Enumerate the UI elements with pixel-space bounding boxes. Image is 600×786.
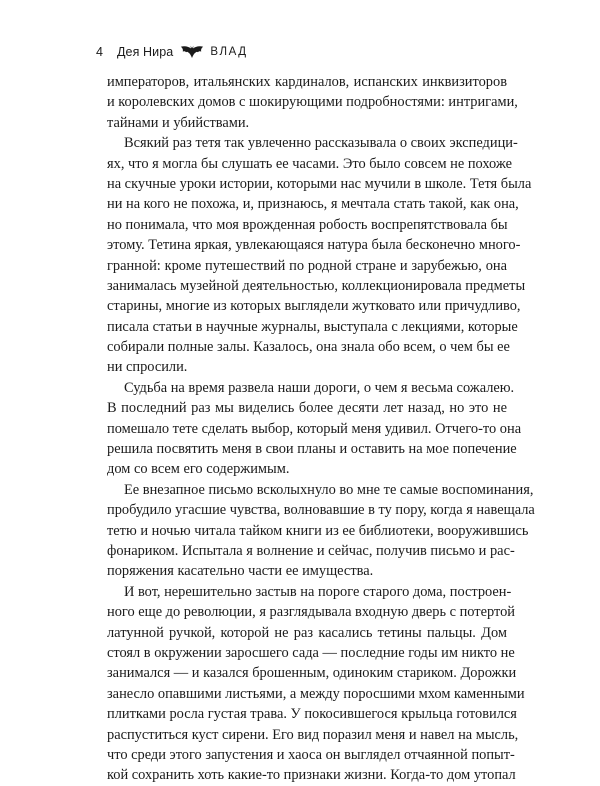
text-line: фонариком. Испытала я волнение и сейчас, получив письмо и рас- <box>107 542 515 559</box>
text-line: этому. Тетина яркая, увлекающаяся натура была бесконечно много- <box>107 237 521 254</box>
text-line: старины, многие из которых выглядели жутковато или причудливо, <box>107 298 521 315</box>
paragraph <box>107 582 525 786</box>
body-text <box>107 72 535 786</box>
text-line: занимался — и казался брошенным, одиноким стариком. Дорожки <box>107 665 517 682</box>
text-line: поряжения касательно части ее имущества. <box>107 563 374 580</box>
text-line: что среди этого запустения и хаоса он выглядел отчаянной попыт- <box>107 746 515 763</box>
paragraph <box>107 378 522 480</box>
text-line: ни на кого не похожа, и, признаюсь, я мечтала стать такой, как она, <box>107 196 519 213</box>
text-line: гранной: кроме путешествий по родной стране и зарубежью, она <box>107 257 507 274</box>
text-line: пробудило угасшие чувства, волновавшие в ту пору, когда я навещала <box>107 502 535 519</box>
text-line: тайнами и убийствами. <box>107 114 250 131</box>
text-line: И вот, нерешительно застыв на пороге старого дома, построен- <box>124 583 512 600</box>
running-header <box>96 43 248 61</box>
paragraph <box>107 480 535 582</box>
text-line: ях, что я могла бы слушать ее часами. Это было совсем не похоже <box>107 155 512 172</box>
text-line: на скучные уроки истории, которыми нас мучили в школе. Тетя была <box>107 175 532 192</box>
text-line: стоял в окружении заросшего сада — последние годы им никто не <box>107 644 515 661</box>
text-line: но понимала, что моя врожденная робость воспрепятствовала бы <box>107 216 508 233</box>
page-number: 4 <box>96 45 103 59</box>
text-line: ни спросили. <box>107 359 188 376</box>
text-line: и королевских домов с шокирующими подробностями: интригами, <box>107 94 518 111</box>
text-line: ного еще до революции, я разглядывала входную дверь с потертой <box>107 604 515 621</box>
text-line: кой сохранить хоть какие-то признаки жизни. Когда-то дом утопал <box>107 767 516 784</box>
text-line: Ее внезапное письмо всколыхнуло во мне те самые воспоминания, <box>124 481 534 498</box>
text-line: Судьба на время развела наши дороги, о чем я весьма сожалею. <box>124 379 515 396</box>
text-line: В последний раз мы виделись более десяти лет назад, но это не <box>107 400 507 417</box>
text-line: дом со всем его содержимым. <box>107 461 290 478</box>
text-line: распуститься куст сирени. Его вид поразил меня и навел на мысль, <box>107 726 519 743</box>
text-line: плитками росла густая трава. У покосившегося крыльца готовился <box>107 706 517 723</box>
text-line: собирали полные залы. Казалось, она знала обо всем, о чем бы ее <box>107 339 510 356</box>
author-name: Дея Нира <box>116 45 174 59</box>
text-line: помешало тете сделать выбор, который меня удивил. Отчего-то она <box>107 420 522 437</box>
book-title: ВЛАД <box>210 46 248 58</box>
text-line: писала статьи в научные журналы, выступала с лекциями, которые <box>107 318 518 335</box>
text-line: занималась музейной деятельностью, коллекционировала предметы <box>107 277 526 294</box>
paragraph <box>107 72 518 133</box>
text-line: латунной ручкой, которой не раз касались тетины пальцы. Дом <box>107 624 507 641</box>
paragraph <box>107 133 532 378</box>
text-line: тетю и ночью читала тайком книги из ее библиотеки, вооружившись <box>107 522 529 539</box>
text-line: императоров, итальянских кардиналов, испанских инквизиторов <box>107 74 507 90</box>
bat-icon <box>180 45 204 59</box>
text-line: решила посвятить меня в свои планы и оставить на мое попечение <box>107 441 517 458</box>
text-line: занесло опавшими листьями, а между поросшими мхом каменными <box>107 685 525 702</box>
text-line: Всякий раз тетя так увлеченно рассказывала о своих экспедици- <box>124 135 518 152</box>
